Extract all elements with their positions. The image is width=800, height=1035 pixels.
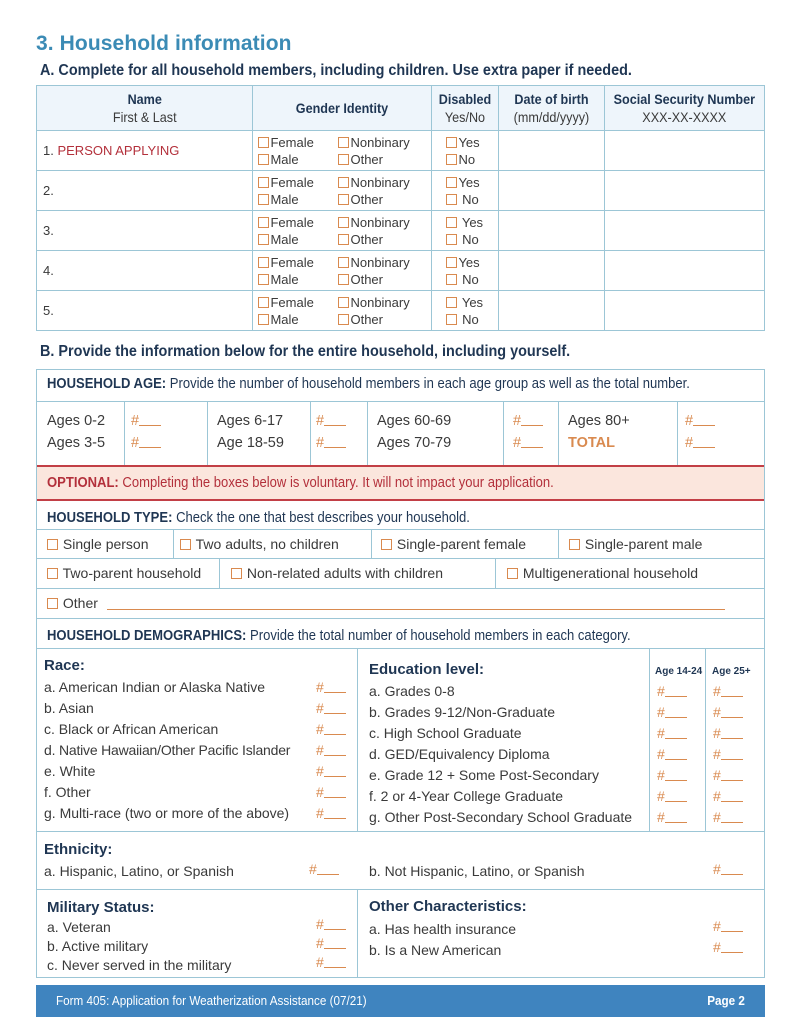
count-field[interactable]: # <box>316 761 346 782</box>
gender-other-checkbox[interactable]: Other <box>338 231 428 248</box>
household-type-header: HOUSEHOLD TYPE: Check the one that best describes your household. <box>47 510 470 526</box>
total-label: TOTAL <box>568 435 615 451</box>
checkbox-icon <box>338 257 349 268</box>
checkbox-icon <box>338 154 349 165</box>
name-cell[interactable]: 1. PERSON APPLYING <box>37 131 253 171</box>
gender-male-checkbox[interactable]: Male <box>258 271 338 288</box>
checkbox-icon <box>258 194 269 205</box>
count-field[interactable]: # <box>657 681 687 702</box>
disabled-no-checkbox[interactable]: No <box>446 271 498 288</box>
checkbox-icon <box>258 177 269 188</box>
gender-male-checkbox[interactable]: Male <box>258 191 338 208</box>
checkbox-icon <box>338 177 349 188</box>
count-field[interactable]: # <box>657 765 687 786</box>
checkbox-icon <box>47 539 58 550</box>
gender-female-checkbox[interactable]: Female <box>258 134 338 151</box>
table-row <box>37 131 765 171</box>
name-cell[interactable]: 4. <box>37 251 253 291</box>
checkbox-icon <box>258 274 269 285</box>
dob-field[interactable] <box>499 171 605 211</box>
count-field[interactable]: # <box>713 916 743 937</box>
table-row <box>37 211 765 251</box>
age-count-fields <box>513 410 543 454</box>
education-col-age-14-24: Age 14-24 <box>655 666 703 677</box>
race-title: Race: <box>44 657 85 674</box>
count-field[interactable]: # <box>316 953 346 972</box>
gender-female-checkbox[interactable]: Female <box>258 254 338 271</box>
checkbox-icon <box>258 154 269 165</box>
age-group-labels: Ages 80+ TOTAL <box>568 410 630 454</box>
household-type-two-adults[interactable]: Two adults, no children <box>180 530 339 558</box>
checkbox-icon <box>569 539 580 550</box>
disabled-yes-checkbox[interactable]: Yes <box>446 294 498 311</box>
disabled-cell <box>432 171 499 211</box>
checkbox-icon <box>446 137 457 148</box>
dob-field[interactable] <box>499 211 605 251</box>
other-characteristics-count-fields <box>713 916 743 958</box>
race-list: a. American Indian or Alaska Native b. Asian c. Black or African American d. Native Hawaiian/Other Pacific Islander e. White f. Other g. Multi-race (two or more of the above) <box>44 679 291 821</box>
count-field[interactable]: # <box>713 859 743 880</box>
disabled-yes-checkbox[interactable]: Yes <box>446 134 498 151</box>
count-field[interactable]: # <box>713 786 743 807</box>
checkbox-icon <box>446 194 457 205</box>
checkbox-icon <box>446 154 457 165</box>
count-field[interactable]: # <box>131 432 161 454</box>
education-list: a. Grades 0-8 b. Grades 9-12/Non-Graduate c. High School Graduate d. GED/Equivalency Diploma e. Grade 12 + Some Post-Secondary f. 2 or 4-Year College Graduate g. Other Post-Secondary School Graduate <box>369 683 633 825</box>
checkbox-icon <box>338 297 349 308</box>
checkbox-icon <box>180 539 191 550</box>
military-count-fields <box>316 915 346 972</box>
household-type-single-parent-male[interactable]: Single-parent male <box>569 530 702 558</box>
ssn-field[interactable] <box>605 291 765 331</box>
ssn-field[interactable] <box>605 211 765 251</box>
age-group-labels: Ages 0-2 Ages 3-5 <box>47 413 106 451</box>
checkbox-icon <box>231 568 242 579</box>
count-field[interactable]: # <box>713 765 743 786</box>
checkbox-icon <box>338 314 349 325</box>
count-field[interactable]: # <box>657 702 687 723</box>
checkbox-icon <box>338 274 349 285</box>
other-characteristics-list: a. Has health insurance b. Is a New American <box>369 921 517 958</box>
ethnicity-item: a. Hispanic, Latino, or Spanish <box>44 863 234 879</box>
education-25-plus-fields <box>713 681 743 828</box>
col-gender: Gender Identity <box>253 86 432 131</box>
gender-cell <box>253 251 432 291</box>
checkbox-icon <box>446 177 457 188</box>
gender-nonbinary-checkbox[interactable]: Nonbinary <box>338 294 428 311</box>
count-field[interactable]: # <box>713 702 743 723</box>
gender-male-checkbox[interactable]: Male <box>258 231 338 248</box>
part-b-heading: B. Provide the information below for the entire household, including yourself. <box>40 343 571 360</box>
count-field[interactable]: # <box>131 410 161 432</box>
total-count-field[interactable]: # <box>685 432 715 454</box>
table-row <box>37 251 765 291</box>
count-field[interactable]: # <box>685 410 715 432</box>
checkbox-icon <box>338 137 349 148</box>
page-footer <box>36 985 765 1017</box>
gender-female-checkbox[interactable]: Female <box>258 174 338 191</box>
household-type-two-parent[interactable]: Two-parent household <box>47 559 201 587</box>
count-field[interactable]: # <box>316 432 346 454</box>
checkbox-icon <box>258 257 269 268</box>
disabled-cell <box>432 251 499 291</box>
checkbox-icon <box>338 194 349 205</box>
age-count-fields <box>131 410 161 454</box>
section-title: 3. Household information <box>36 32 292 55</box>
checkbox-icon <box>338 234 349 245</box>
age-group-labels: Ages 60-69 Ages 70-79 <box>377 413 452 451</box>
checkbox-icon <box>258 217 269 228</box>
checkbox-icon <box>446 274 457 285</box>
gender-cell <box>253 131 432 171</box>
household-type-non-related-adults[interactable]: Non-related adults with children <box>231 559 443 587</box>
ssn-field[interactable] <box>605 251 765 291</box>
gender-male-checkbox[interactable]: Male <box>258 151 338 168</box>
gender-female-checkbox[interactable]: Female <box>258 294 338 311</box>
education-title: Education level: <box>369 661 485 678</box>
count-field[interactable]: # <box>513 432 543 454</box>
checkbox-icon <box>338 217 349 228</box>
disabled-cell <box>432 291 499 331</box>
count-field[interactable]: # <box>657 807 687 828</box>
count-field[interactable]: # <box>713 723 743 744</box>
education-14-24-fields <box>657 681 687 828</box>
checkbox-icon <box>446 297 457 308</box>
count-field[interactable]: # <box>316 803 346 824</box>
name-cell[interactable]: 5. <box>37 291 253 331</box>
race-count-fields <box>316 677 346 824</box>
count-field[interactable]: # <box>657 786 687 807</box>
form-name: Form 405: Application for Weatherization Assistance (07/21) <box>56 993 367 1008</box>
other-text-field[interactable] <box>107 609 725 610</box>
gender-other-checkbox[interactable]: Other <box>338 191 428 208</box>
dob-field[interactable] <box>499 131 605 171</box>
disabled-no-checkbox[interactable]: No <box>446 231 498 248</box>
checkbox-icon <box>258 234 269 245</box>
gender-other-checkbox[interactable]: Other <box>338 271 428 288</box>
other-characteristics-title: Other Characteristics: <box>369 898 527 915</box>
gender-male-checkbox[interactable]: Male <box>258 311 338 328</box>
gender-cell <box>253 211 432 251</box>
household-type-single-parent-female[interactable]: Single-parent female <box>381 530 526 558</box>
gender-cell <box>253 291 432 331</box>
household-type-multigenerational[interactable]: Multigenerational household <box>507 559 698 587</box>
ssn-field[interactable] <box>605 131 765 171</box>
military-title: Military Status: <box>47 899 155 916</box>
checkbox-icon <box>47 598 58 609</box>
demographics-header: HOUSEHOLD DEMOGRAPHICS: Provide the total number of household members in each category. <box>47 628 631 644</box>
ssn-field[interactable] <box>605 171 765 211</box>
gender-nonbinary-checkbox[interactable]: Nonbinary <box>338 174 428 191</box>
disabled-cell <box>432 211 499 251</box>
checkbox-icon <box>381 539 392 550</box>
count-field[interactable]: # <box>316 782 346 803</box>
col-disabled: Disabled Yes/No <box>432 86 499 131</box>
count-field[interactable]: # <box>713 744 743 765</box>
count-field[interactable]: # <box>316 677 346 698</box>
gender-cell <box>253 171 432 211</box>
count-field[interactable]: # <box>316 740 346 761</box>
dob-field[interactable] <box>499 291 605 331</box>
checkbox-icon <box>446 234 457 245</box>
checkbox-icon <box>258 137 269 148</box>
gender-female-checkbox[interactable]: Female <box>258 214 338 231</box>
age-count-fields <box>685 410 715 454</box>
name-cell[interactable]: 2. <box>37 171 253 211</box>
checkbox-icon <box>258 314 269 325</box>
military-list: a. Veteran b. Active military c. Never served in the military <box>47 919 232 973</box>
page-number: Page 2 <box>707 993 745 1008</box>
checkbox-icon <box>47 568 58 579</box>
col-ssn: Social Security Number XXX-XX-XXXX <box>605 86 765 131</box>
count-field[interactable]: # <box>657 744 687 765</box>
checkbox-icon <box>446 217 457 228</box>
checkbox-icon <box>507 568 518 579</box>
col-dob: Date of birth (mm/dd/yyyy) <box>499 86 605 131</box>
count-field[interactable]: # <box>316 698 346 719</box>
count-field[interactable]: # <box>309 859 339 880</box>
household-type-single-person[interactable]: Single person <box>47 530 149 558</box>
optional-banner: OPTIONAL: Completing the boxes below is voluntary. It will not impact your application. <box>37 465 764 501</box>
disabled-yes-checkbox[interactable]: Yes <box>446 254 498 271</box>
checkbox-icon <box>446 257 457 268</box>
household-members-table <box>36 85 765 331</box>
age-count-fields <box>316 410 346 454</box>
count-field[interactable]: # <box>316 719 346 740</box>
col-name: Name First & Last <box>37 86 253 131</box>
disabled-no-checkbox[interactable]: No <box>446 151 498 168</box>
disabled-yes-checkbox[interactable]: Yes <box>446 174 498 191</box>
gender-nonbinary-checkbox[interactable]: Nonbinary <box>338 254 428 271</box>
count-field[interactable]: # <box>657 723 687 744</box>
count-field[interactable]: # <box>316 410 346 432</box>
count-field[interactable]: # <box>513 410 543 432</box>
checkbox-icon <box>258 297 269 308</box>
ethnicity-item: b. Not Hispanic, Latino, or Spanish <box>369 863 585 879</box>
part-a-heading: A. Complete for all household members, including children. Use extra paper if needed. <box>40 62 632 79</box>
count-field[interactable]: # <box>713 681 743 702</box>
ethnicity-title: Ethnicity: <box>44 841 113 858</box>
household-type-other[interactable]: Other <box>47 589 98 617</box>
disabled-cell <box>432 131 499 171</box>
education-col-age-25-plus: Age 25+ <box>712 666 751 677</box>
count-field[interactable]: # <box>316 915 346 934</box>
dob-field[interactable] <box>499 251 605 291</box>
checkbox-icon <box>446 314 457 325</box>
divider <box>37 401 764 402</box>
age-group-labels: Ages 6-17 Age 18-59 <box>217 413 284 451</box>
table-row <box>37 171 765 211</box>
gender-other-checkbox[interactable]: Other <box>338 151 428 168</box>
household-age-header: HOUSEHOLD AGE: Provide the number of household members in each age group as well as the total number. <box>47 376 690 392</box>
household-details-box <box>36 369 765 978</box>
table-header-row <box>37 86 765 131</box>
gender-nonbinary-checkbox[interactable]: Nonbinary <box>338 214 428 231</box>
name-cell[interactable]: 3. <box>37 211 253 251</box>
disabled-no-checkbox[interactable]: No <box>446 311 498 328</box>
count-field[interactable]: # <box>713 807 743 828</box>
gender-nonbinary-checkbox[interactable]: Nonbinary <box>338 134 428 151</box>
disabled-yes-checkbox[interactable]: Yes <box>446 214 498 231</box>
gender-other-checkbox[interactable]: Other <box>338 311 428 328</box>
table-row <box>37 291 765 331</box>
count-field[interactable]: # <box>713 937 743 958</box>
count-field[interactable]: # <box>316 934 346 953</box>
disabled-no-checkbox[interactable]: No <box>446 191 498 208</box>
